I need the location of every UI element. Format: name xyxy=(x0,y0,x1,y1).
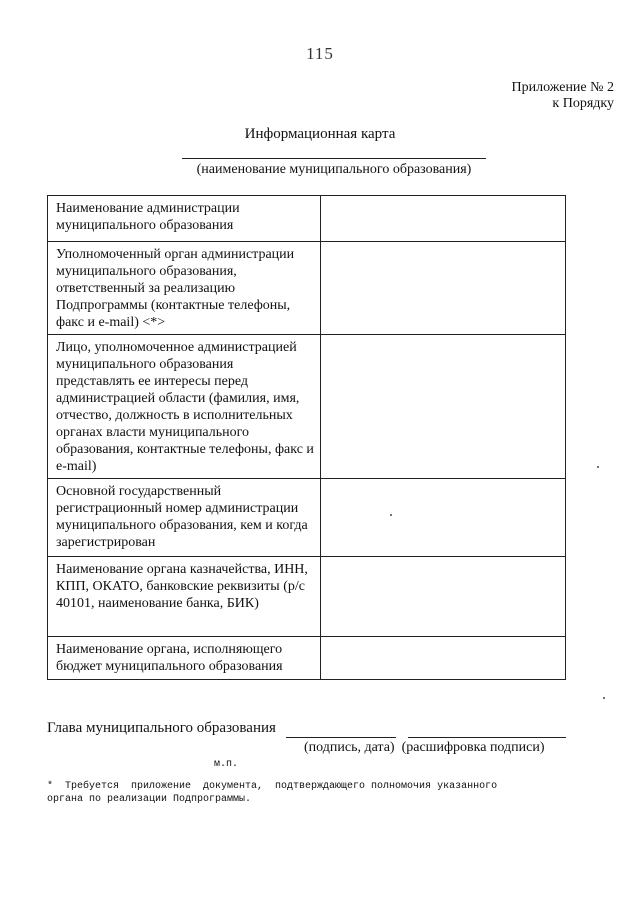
row-label: Наименование органа казначейства, ИНН, КПП, ОКАТО, банковские реквизиты (р/с 40101, наименование банка, БИК) xyxy=(48,557,321,637)
document-title: Информационная карта xyxy=(244,126,396,142)
row-label: Наименование администрации муниципального образования xyxy=(48,196,321,242)
signature-line xyxy=(286,737,396,738)
table-row xyxy=(48,242,566,335)
information-table xyxy=(47,195,566,680)
table-row xyxy=(48,335,566,479)
municipality-name-line xyxy=(182,158,486,159)
row-value xyxy=(321,242,566,335)
table-row xyxy=(48,637,566,680)
row-value xyxy=(321,335,566,479)
head-signature-label: Глава муниципального образования xyxy=(47,720,276,736)
row-value xyxy=(321,196,566,242)
row-value xyxy=(321,557,566,637)
scan-speck xyxy=(603,697,605,699)
table-row xyxy=(48,557,566,637)
appendix-number: Приложение № 2 xyxy=(511,80,614,95)
row-label: Лицо, уполномоченное администрацией муниципального образования представлять ее интересы перед администрацией области (фамилия, имя, отчество, должность в исполнительных органах власти муниципального образования, контактные телефоны, факс и e-mail) xyxy=(48,335,321,479)
appendix-reference xyxy=(512,80,615,112)
row-label: Основной государственный регистрационный номер администрации муниципального образования, кем и когда зарегистрирован xyxy=(48,479,321,557)
scan-speck xyxy=(390,514,392,516)
table-row xyxy=(48,479,566,557)
scan-speck xyxy=(597,466,599,468)
footnote: * Требуется приложение документа, подтверждающего полномочия указанного органа по реализации Подпрограммы. xyxy=(47,781,498,805)
row-value xyxy=(321,637,566,680)
municipality-caption: (наименование муниципального образования) xyxy=(196,162,472,177)
page-number: 115 xyxy=(306,44,334,63)
table-row xyxy=(48,196,566,242)
row-label: Уполномоченный орган администрации муниципального образования, ответственный за реализацию Подпрограммы (контактные телефоны, факс и e-mail) <*> xyxy=(48,242,321,335)
appendix-order: к Порядку xyxy=(552,96,614,111)
signature-decoding-line xyxy=(408,737,566,738)
signature-caption: (подпись, дата) (расшифровка подписи) xyxy=(304,740,545,755)
seal-place: м.п. xyxy=(214,759,239,770)
row-label: Наименование органа, исполняющего бюджет муниципального образования xyxy=(48,637,321,680)
row-value xyxy=(321,479,566,557)
